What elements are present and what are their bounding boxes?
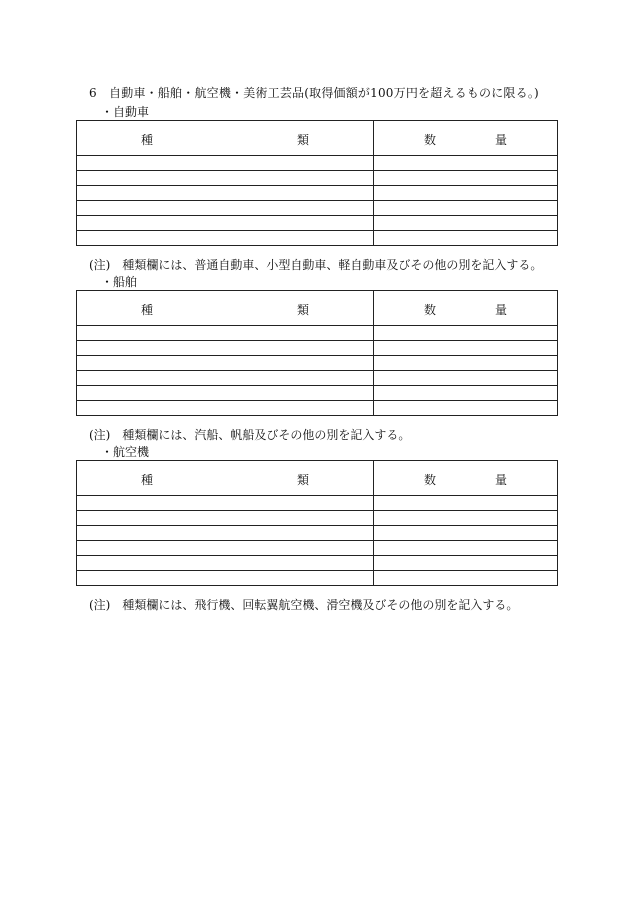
- table-row: [77, 216, 558, 231]
- type-cell[interactable]: [77, 556, 374, 571]
- type-cell[interactable]: [77, 526, 374, 541]
- quantity-header: 数 量: [374, 461, 558, 496]
- quantity-cell[interactable]: [374, 496, 558, 511]
- table-row: [77, 526, 558, 541]
- quantity-cell[interactable]: [374, 526, 558, 541]
- table-row: [77, 556, 558, 571]
- aircraft-label: ・航空機: [101, 445, 150, 459]
- table-row: [77, 231, 558, 246]
- automobile-note: (注) 種類欄には、普通自動車、小型自動車、軽自動車及びその他の別を記入する。: [89, 258, 543, 272]
- type-cell[interactable]: [77, 401, 374, 416]
- quantity-cell[interactable]: [374, 326, 558, 341]
- table-row: [77, 386, 558, 401]
- table-row: [77, 156, 558, 171]
- quantity-cell[interactable]: [374, 356, 558, 371]
- aircraft-note: (注) 種類欄には、飛行機、回転翼航空機、滑空機及びその他の別を記入する。: [89, 598, 519, 612]
- table-row: [77, 171, 558, 186]
- type-cell[interactable]: [77, 341, 374, 356]
- table-row: [77, 541, 558, 556]
- type-header: 種 類: [77, 121, 374, 156]
- table-row: [77, 401, 558, 416]
- type-cell[interactable]: [77, 201, 374, 216]
- quantity-cell[interactable]: [374, 341, 558, 356]
- automobile-table: [76, 120, 558, 246]
- table-row: [77, 341, 558, 356]
- quantity-header: 数 量: [374, 291, 558, 326]
- type-cell[interactable]: [77, 186, 374, 201]
- type-cell[interactable]: [77, 496, 374, 511]
- table-row: [77, 571, 558, 586]
- type-cell[interactable]: [77, 511, 374, 526]
- type-cell[interactable]: [77, 231, 374, 246]
- quantity-cell[interactable]: [374, 156, 558, 171]
- automobile-label: ・自動車: [101, 105, 150, 119]
- type-cell[interactable]: [77, 356, 374, 371]
- quantity-cell[interactable]: [374, 201, 558, 216]
- quantity-cell[interactable]: [374, 371, 558, 386]
- quantity-cell[interactable]: [374, 401, 558, 416]
- section-title: 自動車・船舶・航空機・美術工芸品(取得価額が100万円を超えるものに限る。): [109, 86, 539, 100]
- quantity-header: 数 量: [374, 121, 558, 156]
- type-cell[interactable]: [77, 541, 374, 556]
- ship-note: (注) 種類欄には、汽船、帆船及びその他の別を記入する。: [89, 428, 411, 442]
- quantity-cell[interactable]: [374, 541, 558, 556]
- quantity-cell[interactable]: [374, 231, 558, 246]
- quantity-cell[interactable]: [374, 216, 558, 231]
- aircraft-table: [76, 460, 558, 586]
- type-header: 種 類: [77, 461, 374, 496]
- type-cell[interactable]: [77, 216, 374, 231]
- table-row: [77, 356, 558, 371]
- type-cell[interactable]: [77, 171, 374, 186]
- ship-table: [76, 290, 558, 416]
- type-header: 種 類: [77, 291, 374, 326]
- type-cell[interactable]: [77, 156, 374, 171]
- quantity-cell[interactable]: [374, 186, 558, 201]
- table-row: [77, 511, 558, 526]
- table-row: [77, 496, 558, 511]
- section-heading: [89, 84, 539, 101]
- quantity-cell[interactable]: [374, 556, 558, 571]
- ship-label: ・船舶: [101, 275, 138, 289]
- table-row: [77, 326, 558, 341]
- type-cell[interactable]: [77, 326, 374, 341]
- table-row: [77, 201, 558, 216]
- section-number: 6: [89, 86, 97, 100]
- type-cell[interactable]: [77, 571, 374, 586]
- quantity-cell[interactable]: [374, 171, 558, 186]
- quantity-cell[interactable]: [374, 571, 558, 586]
- table-row: [77, 186, 558, 201]
- type-cell[interactable]: [77, 371, 374, 386]
- table-row: [77, 371, 558, 386]
- quantity-cell[interactable]: [374, 386, 558, 401]
- quantity-cell[interactable]: [374, 511, 558, 526]
- type-cell[interactable]: [77, 386, 374, 401]
